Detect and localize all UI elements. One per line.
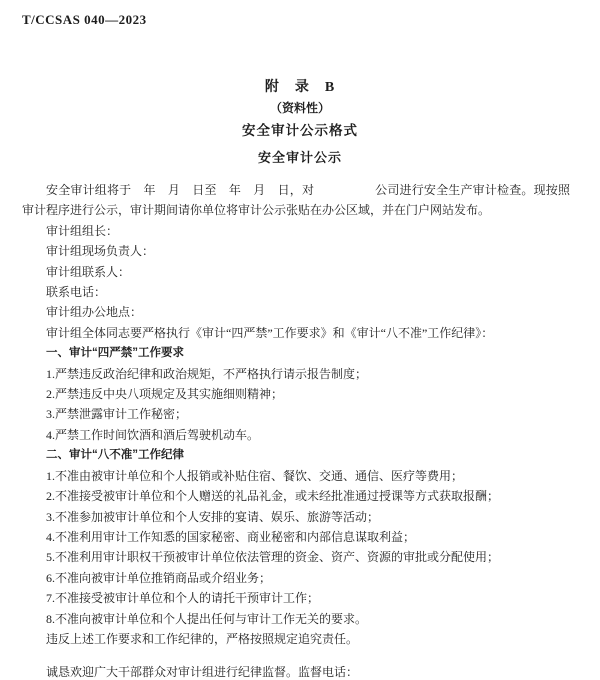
body-line: 2.不准接受被审计单位和个人赠送的礼品礼金，或未经批准通过授课等方式获取报酬；: [46, 489, 500, 504]
body-line: 审计组组长：: [46, 223, 119, 238]
body-line: 4.不准利用审计工作知悉的国家秘密、商业秘密和内部信息谋取利益；: [46, 529, 416, 544]
notice-body: [22, 180, 570, 680]
body-line: 审计组联系人：: [46, 264, 131, 279]
standard-number: T/CCSAS 040—2023: [22, 12, 147, 27]
body-line: 6.不准向被审计单位推销商品或介绍业务；: [46, 570, 272, 585]
section-heading: 二、审计“八不准”工作纪律: [46, 449, 184, 462]
body-line: 审计组办公地点：: [46, 305, 143, 320]
section-heading: 一、审计“四严禁”工作要求: [46, 347, 184, 360]
body-line: 3.严禁泄露审计工作秘密；: [46, 407, 188, 422]
body-line: 8.不准向被审计单位和个人提出任何与审计工作无关的要求。: [46, 611, 368, 626]
body-line: 审计组现场负责人：: [46, 244, 155, 259]
body-line: 1.严禁违反政治纪律和政治规矩，不严格执行请示报告制度；: [46, 366, 368, 381]
body-line: 审计组全体同志要严格执行《审计“四严禁”工作要求》和《审计“八不准”工作纪律》：: [46, 325, 494, 340]
body-line: 5.不准利用审计职权干预被审计单位依法管理的资金、资产、资源的审批或分配使用；: [46, 550, 500, 565]
body-line: 违反上述工作要求和工作纪律的，严格按照规定追究责任。: [46, 631, 359, 646]
body-line: 1.不准由被审计单位和个人报销或补贴住宿、餐饮、交通、通信、医疗等费用；: [46, 468, 464, 483]
notice-title: 安全审计公示: [257, 150, 342, 165]
body-line: 3.不准参加被审计单位和个人安排的宴请、娱乐、旅游等活动；: [46, 509, 380, 524]
body-line: 2.严禁违反中央八项规定及其实施细则精神；: [46, 387, 284, 402]
body-line: 诚恳欢迎广大干部群众对审计组进行纪律监督。监督电话：: [46, 665, 359, 680]
appendix-informative-note: （资料性）: [269, 101, 330, 115]
body-line: 联系电话：: [46, 285, 107, 300]
appendix-heading: 安全审计公示格式: [242, 123, 358, 138]
body-line: 安全审计组将于 年 月 日至 年 月 日，对 公司进行安全生产审计检查。现按照审计程序进行公示，审计期间请你单位将审计公示张贴在办公区域，并在门户网站发布。: [22, 183, 570, 218]
appendix-label: 附 录 B: [264, 80, 336, 95]
body-line: 7.不准接受被审计单位和个人的请托干预审计工作；: [46, 591, 320, 606]
body-line: 4.严禁工作时间饮酒和酒后驾驶机动车。: [46, 427, 260, 442]
